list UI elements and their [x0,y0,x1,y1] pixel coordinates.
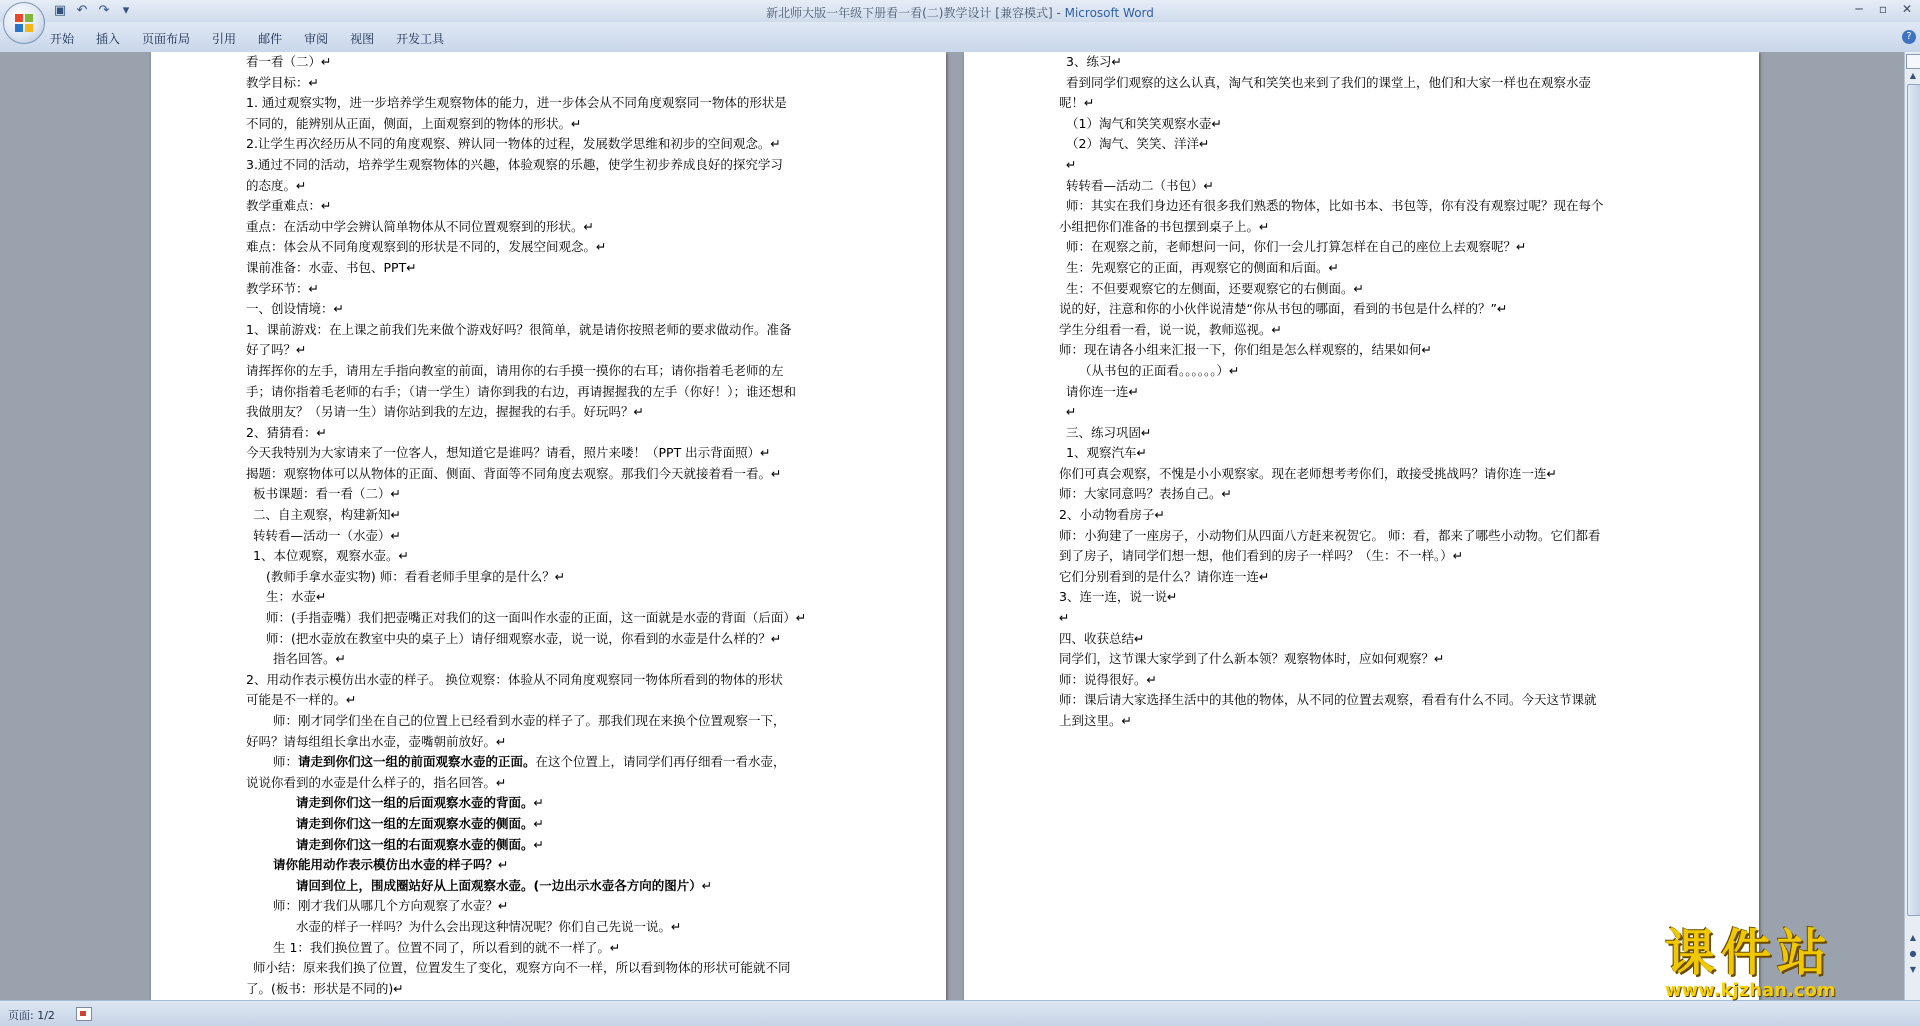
tab-developer[interactable]: 开发工具 [396,32,445,46]
document-line: 三、练习巩固↵ [1066,424,1152,440]
document-line: 看一看（二）↵ [246,54,332,69]
close-icon[interactable]: ✕ [1901,2,1913,16]
tab-insert[interactable]: 插入 [96,32,121,46]
customize-icon[interactable]: ▾ [122,3,130,18]
document-page-2 [964,52,1759,1000]
document-line: 到了房子，请同学们想一想，他们看到的房子一样吗？（生：不一样。）↵ [1059,548,1464,564]
document-line: 它们分别看到的是什么？请你连一连↵ [1059,568,1270,584]
document-line: 3、练习↵ [1066,54,1122,69]
document-line: 手；请你指着毛老师的右手；（请一学生）请你到我的右边，再请握握我的左手（你好！）；谁还想和 [246,383,797,399]
status-page-info[interactable]: 页面: 1/2 [8,1009,55,1022]
browse-object-icon[interactable]: ● [1909,949,1917,958]
document-line: 师：(把水壶放在教室中央的桌子上）请仔细观察水壶，说一说，你看到的水壶是什么样的？↵ [266,630,782,646]
document-line: 请走到你们这一组的左面观察水壶的侧面。↵ [296,815,544,831]
document-line: 师：说得很好。↵ [1059,671,1157,687]
document-area [0,52,1904,1000]
document-line: 1、本位观察，观察水壶。↵ [253,548,409,564]
document-line: 生：先观察它的正面，再观察它的侧面和后面。↵ [1066,259,1339,275]
document-line: 2、用动作表示模仿出水壶的样子。 换位观察：体验从不同角度观察同一物体所看到的物体的形状 [246,671,783,687]
title-bar [0,0,1920,22]
undo-icon[interactable]: ↶ [76,3,88,18]
office-button[interactable] [3,2,45,44]
document-line: 1、课前游戏：在上课之前我们先来做个游戏好吗？很简单，就是请你按照老师的要求做动作。准备 [246,321,792,337]
ribbon-tab-bar [0,22,1920,53]
document-line: 生：水壶↵ [266,589,327,605]
document-line: 不同的，能辨别从正面，侧面，上面观察到的物体的形状。↵ [246,115,582,131]
document-line: 请走到你们这一组的后面观察水壶的背面。↵ [296,795,544,811]
document-line: 指名回答。↵ [273,651,346,667]
help-icon[interactable]: ? [1902,30,1916,44]
document-line: ↵ [1066,404,1077,420]
tab-references[interactable]: 引用 [212,32,237,46]
document-line: 板书课题：看一看（二）↵ [253,486,401,502]
document-line: 二、自主观察，构建新知↵ [253,507,401,523]
document-line: 请回到位上，围成圈站好从上面观察水壶。(一边出示水壶各方向的图片）↵ [296,877,713,893]
document-line: 小组把你们准备的书包摆到桌子上。↵ [1059,218,1270,234]
document-line: 看到同学们观察的这么认真，淘气和笑笑也来到了我们的课堂上，他们和大家一样也在观察水壶 [1066,74,1592,90]
document-line: 1. 通过观察实物，进一步培养学生观察物体的能力，进一步体会从不同角度观察同一物体的形状是 [246,95,787,111]
document-line: 师小结：原来我们换了位置，位置发生了变化，观察方向不一样，所以看到物体的形状可能就不同 [253,960,791,976]
document-line: 教学环节：↵ [246,280,319,296]
document-line: 师：小狗建了一座房子，小动物们从四面八方赶来祝贺它。 师：看，都来了哪些小动物。它们都看 [1059,527,1601,543]
scroll-up-icon[interactable]: ▲ [1909,71,1917,80]
next-page-icon[interactable]: ▼ [1909,965,1917,974]
document-line: 水壶的样子一样吗？为什么会出现这种情况呢？你们自己先说一说。↵ [296,918,682,934]
redo-icon[interactable]: ↷ [98,3,110,18]
watermark [1665,925,1910,1003]
document-line: 师：大家同意吗？表扬自己。↵ [1059,486,1232,502]
document-line: 生 1：我们换位置了。位置不同了，所以看到的就不一样了。↵ [273,939,621,955]
document-line: 3.通过不同的活动，培养学生观察物体的兴趣，体验观察的乐趣，使学生初步养成良好的探究学习 [246,156,783,172]
previous-page-icon[interactable]: ▲ [1909,933,1917,942]
document-line: 呢！↵ [1059,95,1095,111]
document-line: 揭题：观察物体可以从物体的正面、侧面、背面等不同角度去观察。那我们今天就接着看一看。↵ [246,465,782,481]
document-line: 2、小动物看房子↵ [1059,507,1165,523]
page-1-text[interactable] [246,52,806,999]
document-line: 说说你看到的水壶是什么样子的，指名回答。↵ [246,774,507,790]
document-line: （2）淘气、笑笑、洋洋↵ [1066,136,1210,152]
document-line: (教师手拿水壶实物) 师：看看老师手里拿的是什么？↵ [266,568,566,584]
maximize-icon[interactable]: ▫ [1878,2,1888,16]
window-controls [1852,2,1914,16]
document-line: 师：在观察之前，老师想问一问，你们一会儿打算怎样在自己的座位上去观察呢？↵ [1066,239,1527,255]
office-logo-icon [14,13,34,33]
document-line: 3、连一连，说一说↵ [1059,589,1178,605]
document-line: 好了吗？↵ [246,342,307,358]
document-line: 我做朋友？（另请一生）请你站到我的左边，握握我的右手。好玩吗？↵ [246,404,644,420]
document-line: （从书包的正面看。。。。。。）↵ [1079,362,1240,378]
document-line: 一、创设情境：↵ [246,301,344,317]
document-line: 转转看—活动二（书包）↵ [1066,177,1214,193]
document-line: ↵ [1059,610,1070,626]
proofing-icon[interactable] [76,1007,92,1021]
document-line: 好吗？请每组组长拿出水壶，壶嘴朝前放好。↵ [246,733,507,749]
document-page-1 [151,52,946,1000]
tab-home[interactable]: 开始 [50,32,75,46]
document-line: 师：请走到你们这一组的前面观察水壶的正面。在这个位置上，请同学们再仔细看一看水壶， [273,754,786,770]
document-line: 请你连一连↵ [1066,383,1139,399]
save-icon[interactable]: ▣ [53,3,67,18]
view-ruler-icon[interactable] [1906,54,1920,69]
watermark-title: 课件站 [1665,923,1833,982]
window-title-doc: 新北师大版一年级下册看一看(二)教学设计 [兼容模式] - [766,6,1065,20]
minimize-icon[interactable]: ─ [1855,2,1863,16]
document-line: 了。(板书：形状是不同的)↵ [246,980,404,996]
document-line: 请挥挥你的左手，请用左手指向教室的前面，请用你的右手摸一摸你的右耳；请你指着毛老师的左 [246,362,784,378]
document-line: 说的好，注意和你的小伙伴说清楚“你从书包的哪面，看到的书包是什么样的？”↵ [1059,301,1508,317]
document-line: 师：(手指壶嘴）我们把壶嘴正对我们的这一面叫作水壶的正面，这一面就是水壶的背面（后面）↵ [266,610,807,626]
document-line: 四、收获总结↵ [1059,630,1145,646]
document-line: 学生分组看一看，说一说，教师巡视。↵ [1059,321,1282,337]
document-line: 请你能用动作表示模仿出水壶的样子吗？↵ [273,857,509,873]
document-line: 2、猜猜看：↵ [246,424,327,440]
document-line: 同学们，这节课大家学到了什么新本领？观察物体时，应如何观察？↵ [1059,651,1445,667]
document-line: 师：现在请各小组来汇报一下，你们组是怎么样观察的，结果如何↵ [1059,342,1432,358]
tab-page-layout[interactable]: 页面布局 [142,32,191,46]
document-line: 师：刚才同学们坐在自己的位置上已经看到水壶的样子了。那我们现在来换个位置观察一下， [273,713,786,728]
document-line: 可能是不一样的。↵ [246,692,357,708]
document-line: （1）淘气和笑笑观察水壶↵ [1066,115,1222,131]
page-2-text[interactable] [1059,52,1604,732]
watermark-url: www.kjzhan.com [1665,980,1836,1001]
document-line: 你们可真会观察，不愧是小小观察家。现在老师想考考你们，敢接受挑战吗？请你连一连↵ [1059,465,1557,481]
vertical-scrollbar[interactable] [1904,52,1920,1000]
document-line: 请走到你们这一组的右面观察水壶的侧面。↵ [296,836,544,852]
document-line: 师：刚才我们从哪几个方向观察了水壶？↵ [273,898,509,914]
tab-view[interactable]: 视图 [350,32,375,46]
document-line: 教学目标：↵ [246,74,319,90]
document-line: ↵ [1066,156,1077,172]
tab-review[interactable]: 审阅 [304,32,329,46]
document-line: 师：其实在我们身边还有很多我们熟悉的物体，比如书本、书包等，你有没有观察过呢？现在每个 [1066,198,1604,214]
document-line: 上到这里。↵ [1059,713,1132,728]
document-line: 生：不但要观察它的左侧面，还要观察它的右侧面。↵ [1066,280,1364,296]
document-line: 师：课后请大家选择生活中的其他的物体，从不同的位置去观察，看看有什么不同。今天这节课就 [1059,692,1597,708]
document-line: 的态度。↵ [246,177,307,193]
document-line: 1、观察汽车↵ [1066,445,1147,461]
document-line: 教学重难点：↵ [246,198,332,214]
window-title-app: Microsoft Word [1064,6,1154,20]
document-line: 转转看—活动一（水壶）↵ [253,527,401,543]
document-line: 重点：在活动中学会辨认简单物体从不同位置观察到的形状。↵ [246,218,594,234]
window-title [0,4,1920,21]
scroll-thumb[interactable] [1907,84,1920,916]
document-line: 难点：体会从不同角度观察到的形状是不同的，发展空间观念。↵ [246,239,607,255]
document-line: 课前准备：水壶、书包、PPT↵ [246,259,417,275]
tab-mailings[interactable]: 邮件 [258,32,283,46]
document-line: 2.让学生再次经历从不同的角度观察、辨认同一物体的过程，发展数学思维和初步的空间观念。↵ [246,136,781,152]
document-line: 今天我特别为大家请来了一位客人，想知道它是谁吗？请看，照片来喽！（PPT 出示背面照）↵ [246,445,771,461]
status-bar [0,1000,1920,1026]
